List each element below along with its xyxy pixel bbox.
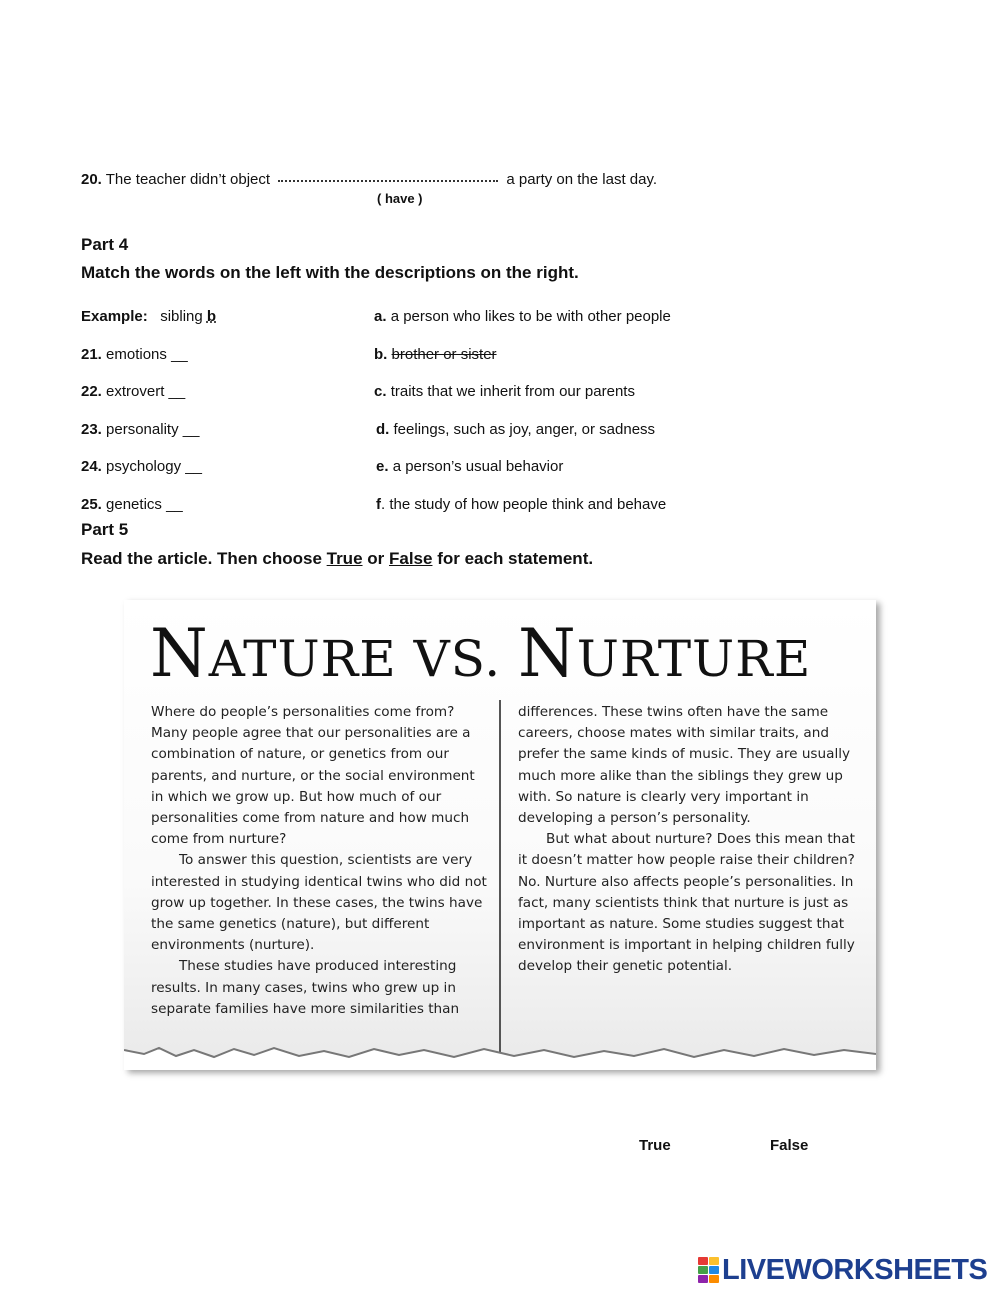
description-letter: f [376,496,381,513]
title-letter: N [150,615,209,692]
article-column-left [151,702,487,1020]
match-item-21[interactable] [81,346,188,363]
example-word: sibling [160,308,203,325]
item-number: 22. [81,383,102,400]
description-letter: d. [376,421,390,438]
logo-block [698,1257,708,1265]
column-divider [499,700,501,1060]
item-word: extrovert __ [106,383,186,400]
description-c [374,383,635,400]
logo-icon [698,1257,719,1283]
description-letter: a. [374,308,387,325]
item-number: 23. [81,421,102,438]
logo-block [709,1266,719,1274]
logo-block [709,1257,719,1265]
liveworksheets-logo [698,1254,987,1286]
logo-block [698,1266,708,1274]
article-paragraph: To answer this question, scientists are very interested in studying identical twins who did not grow up together. In these cases, the twins have the same genetics (nature), but different environments (nurture). [151,852,487,954]
example-row [81,308,216,325]
description-text: feelings, such as joy, anger, or sadness [393,421,656,438]
instruction-text: for each statement. [432,549,594,568]
article-title [150,614,850,694]
answer-blank-20[interactable] [278,180,498,182]
true-column-header: True [639,1137,671,1154]
description-text: brother or sister [391,346,497,363]
item-word: emotions __ [106,346,188,363]
article-column-right [518,702,858,978]
part-5-title: Part 5 [81,520,129,539]
item-word: personality __ [106,421,200,438]
article-paragraph: differences. These twins often have the same careers, choose mates with similar traits, and prefer the same kinds of music. They are usually much more alike than the siblings they grew up with. So nature is clearly very important in developing a person’s personality. [518,704,851,827]
part-4-instruction: Match the words on the left with the descriptions on the right. [81,263,579,282]
match-item-24[interactable] [81,458,202,475]
match-item-22[interactable] [81,383,185,400]
match-item-23[interactable] [81,421,199,438]
description-text: . the study of how people think and behave [381,496,667,513]
item-word: psychology __ [106,458,202,475]
part-4-title: Part 4 [81,235,129,254]
instruction-false: False [388,549,433,568]
logo-block [698,1275,708,1283]
description-e [376,458,563,475]
article-paragraph: But what about nurture? Does this mean that it doesn’t matter how people raise their children? No. Nurture also affects people’s personalities. In fact, many scientists think that nurture is just as important as nature. Some studies suggest that environment is important in helping children fully develop their genetic potential. [518,831,855,975]
title-vs: VS. [396,630,519,688]
logo-text: LIVEWORKSHEETS [722,1253,988,1286]
instruction-text: or [362,549,389,568]
description-text: a person who likes to be with other people [390,308,671,325]
title-word: URTURE [576,630,812,688]
description-letter: c. [374,383,387,400]
description-a [374,308,671,325]
question-20 [81,171,657,188]
article-clipping [124,600,876,1070]
logo-block [709,1275,719,1283]
article-paragraph: Where do people’s personalities come from? Many people agree that our personalities are a combination of nature, or genetics from our parents, and nurture, or the social environment in which we grow up. But how much of our personalities come from nature and how much come from nurture? [151,704,475,848]
description-text: traits that we inherit from our parents [390,383,635,400]
torn-edge [124,1042,876,1070]
description-letter: e. [376,458,389,475]
title-letter: N [518,615,577,692]
description-f [376,496,666,513]
item-number: 24. [81,458,102,475]
question-text-before: The teacher didn’t object [105,171,271,188]
match-item-25[interactable] [81,496,183,513]
title-word: ATURE [208,630,397,688]
example-label: Example: [81,308,148,325]
description-d [376,421,655,438]
item-word: genetics __ [106,496,183,513]
item-number: 25. [81,496,102,513]
description-letter: b. [374,346,388,363]
example-answer: b [206,308,217,325]
item-number: 21. [81,346,102,363]
description-text: a person’s usual behavior [392,458,564,475]
question-text-after: a party on the last day. [506,171,658,188]
description-b [374,346,497,363]
false-column-header: False [770,1137,809,1154]
question-number: 20. [81,171,102,188]
instruction-text: Read the article. Then choose [81,549,327,568]
instruction-true: True [326,549,363,568]
part-5-instruction [81,549,593,569]
verb-hint: ( have ) [377,191,423,206]
article-paragraph: These studies have produced interesting results. In many cases, twins who grew up in separate families have more similarities than [151,958,460,1017]
